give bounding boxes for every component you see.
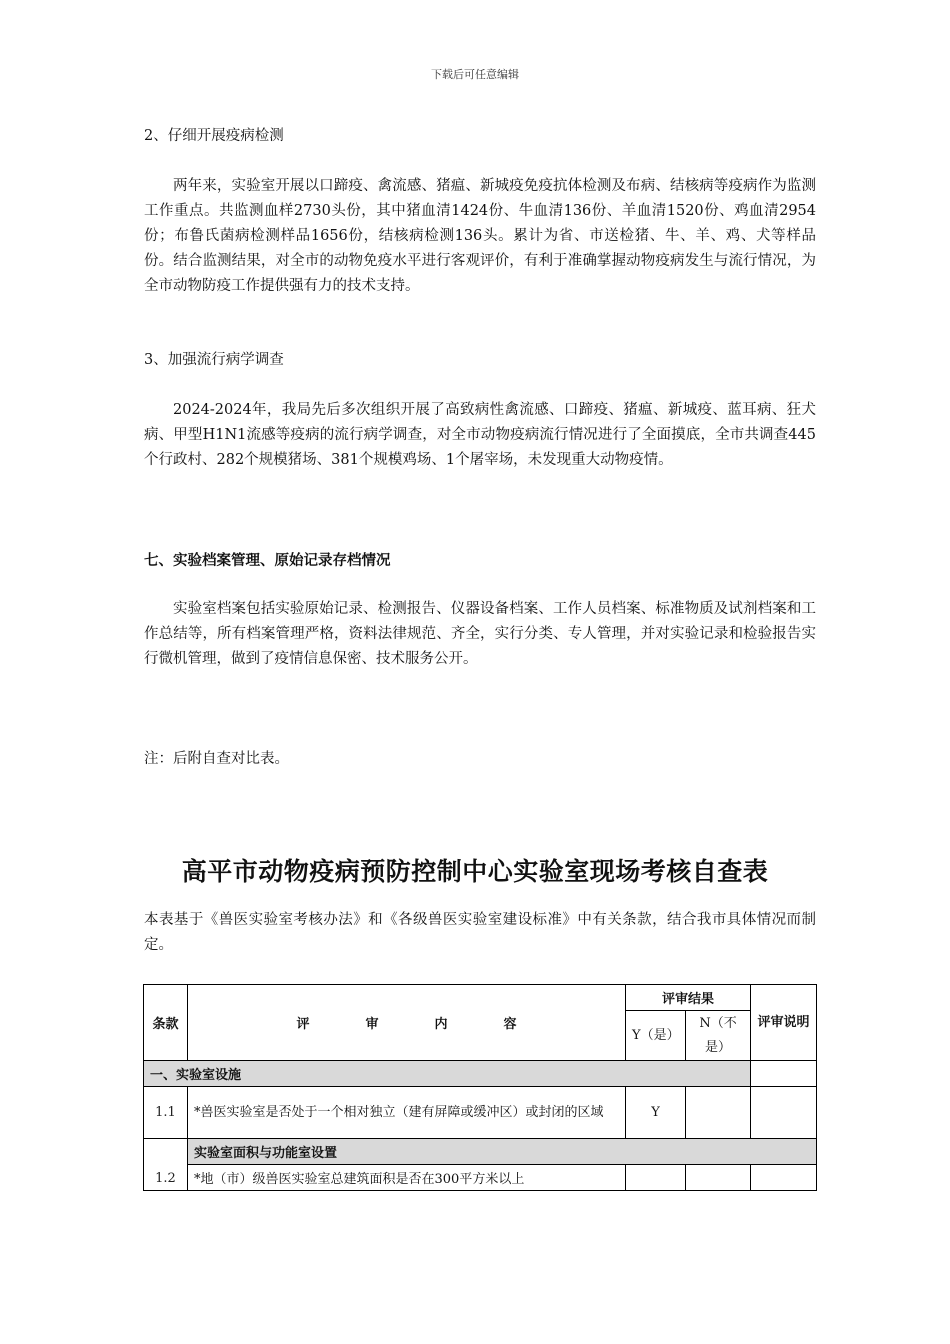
form-intro: 本表基于《兽医实验室考核办法》和《各级兽医实验室建设标准》中有关条款，结合我市具体情况而制定。 (144, 912, 816, 953)
clause-number: 1.1 (144, 1087, 188, 1139)
header-no: N（不是） (686, 1011, 751, 1061)
section-row-blank (751, 1061, 817, 1087)
header-content-char: 容 (503, 1017, 517, 1032)
header-content-char: 内 (434, 1017, 448, 1032)
header-content-char: 评 (296, 1017, 310, 1032)
header-content-char: 审 (365, 1017, 379, 1032)
header-content (188, 985, 626, 1061)
section2-heading: 2、仔细开展疫病检测 (144, 128, 284, 144)
clause-text: *兽医实验室是否处于一个相对独立（建有屏障或缓冲区）或封闭的区域 (188, 1087, 626, 1139)
section7-heading: 七、实验档案管理、原始记录存档情况 (144, 552, 391, 569)
result-yes-cell[interactable] (626, 1165, 686, 1191)
subsection-row: 实验室面积与功能室设置 (188, 1139, 817, 1165)
result-no-cell[interactable] (686, 1087, 751, 1139)
header-clause: 条款 (144, 985, 188, 1061)
attachment-note: 注：后附自查对比表。 (144, 751, 289, 767)
remark-cell[interactable] (751, 1165, 817, 1191)
header-remark: 评审说明 (751, 985, 817, 1061)
header-yes: Y（是） (626, 1011, 686, 1061)
section3-body: 2024-2024年，我局先后多次组织开展了高致病性禽流感、口蹄疫、猪瘟、新城疫、蓝耳病、狂犬病、甲型H1N1流感等疫病的流行病学调查，对全市动物疫病流行情况进行了全面摸底，全市共调查445个行政村、282个规模猪场、381个规模鸡场、1个屠宰场，未发现重大动物疫情。 (144, 402, 816, 468)
clause-number: 1.2 (144, 1139, 188, 1191)
section3-heading: 3、加强流行病学调查 (144, 352, 284, 368)
section2-body: 两年来，实验室开展以口蹄疫、禽流感、猪瘟、新城疫免疫抗体检测及布病、结核病等疫病作为监测工作重点。共监测血样2730头份，其中猪血清1424份、牛血清136份、羊血清1520份、鸡血清2954份；布鲁氏菌病检测样品1656份，结核病检测136头。累计为省、市送检猪、牛、羊、鸡、犬等样品 份。结合监测结果，对全市的动物免疫水平进行客观评价，有利于准确掌握动物疫病发生与流行情况，为全市动物防疫工作提供强有力的技术支持。 (144, 178, 831, 294)
header-result: 评审结果 (626, 985, 751, 1011)
result-yes-cell[interactable]: Y (626, 1087, 686, 1139)
section-row: 一、实验室设施 (144, 1061, 751, 1087)
clause-text: *地（市）级兽医实验室总建筑面积是否在300平方米以上 (188, 1165, 626, 1191)
section7-body: 实验室档案包括实验原始记录、检测报告、仪器设备档案、工作人员档案、标准物质及试剂档案和工作总结等，所有档案管理严格，资料法律规范、齐全，实行分类、专人管理，并对实验记录和检验报告实行微机管理，做到了疫情信息保密、技术服务公开。 (144, 601, 816, 667)
result-no-cell[interactable] (686, 1165, 751, 1191)
form-title: 高平市动物疫病预防控制中心实验室现场考核自查表 (181, 857, 769, 886)
remark-cell[interactable] (751, 1087, 817, 1139)
page-header-note: 下载后可任意编辑 (431, 68, 519, 81)
self-check-table (143, 984, 817, 1191)
